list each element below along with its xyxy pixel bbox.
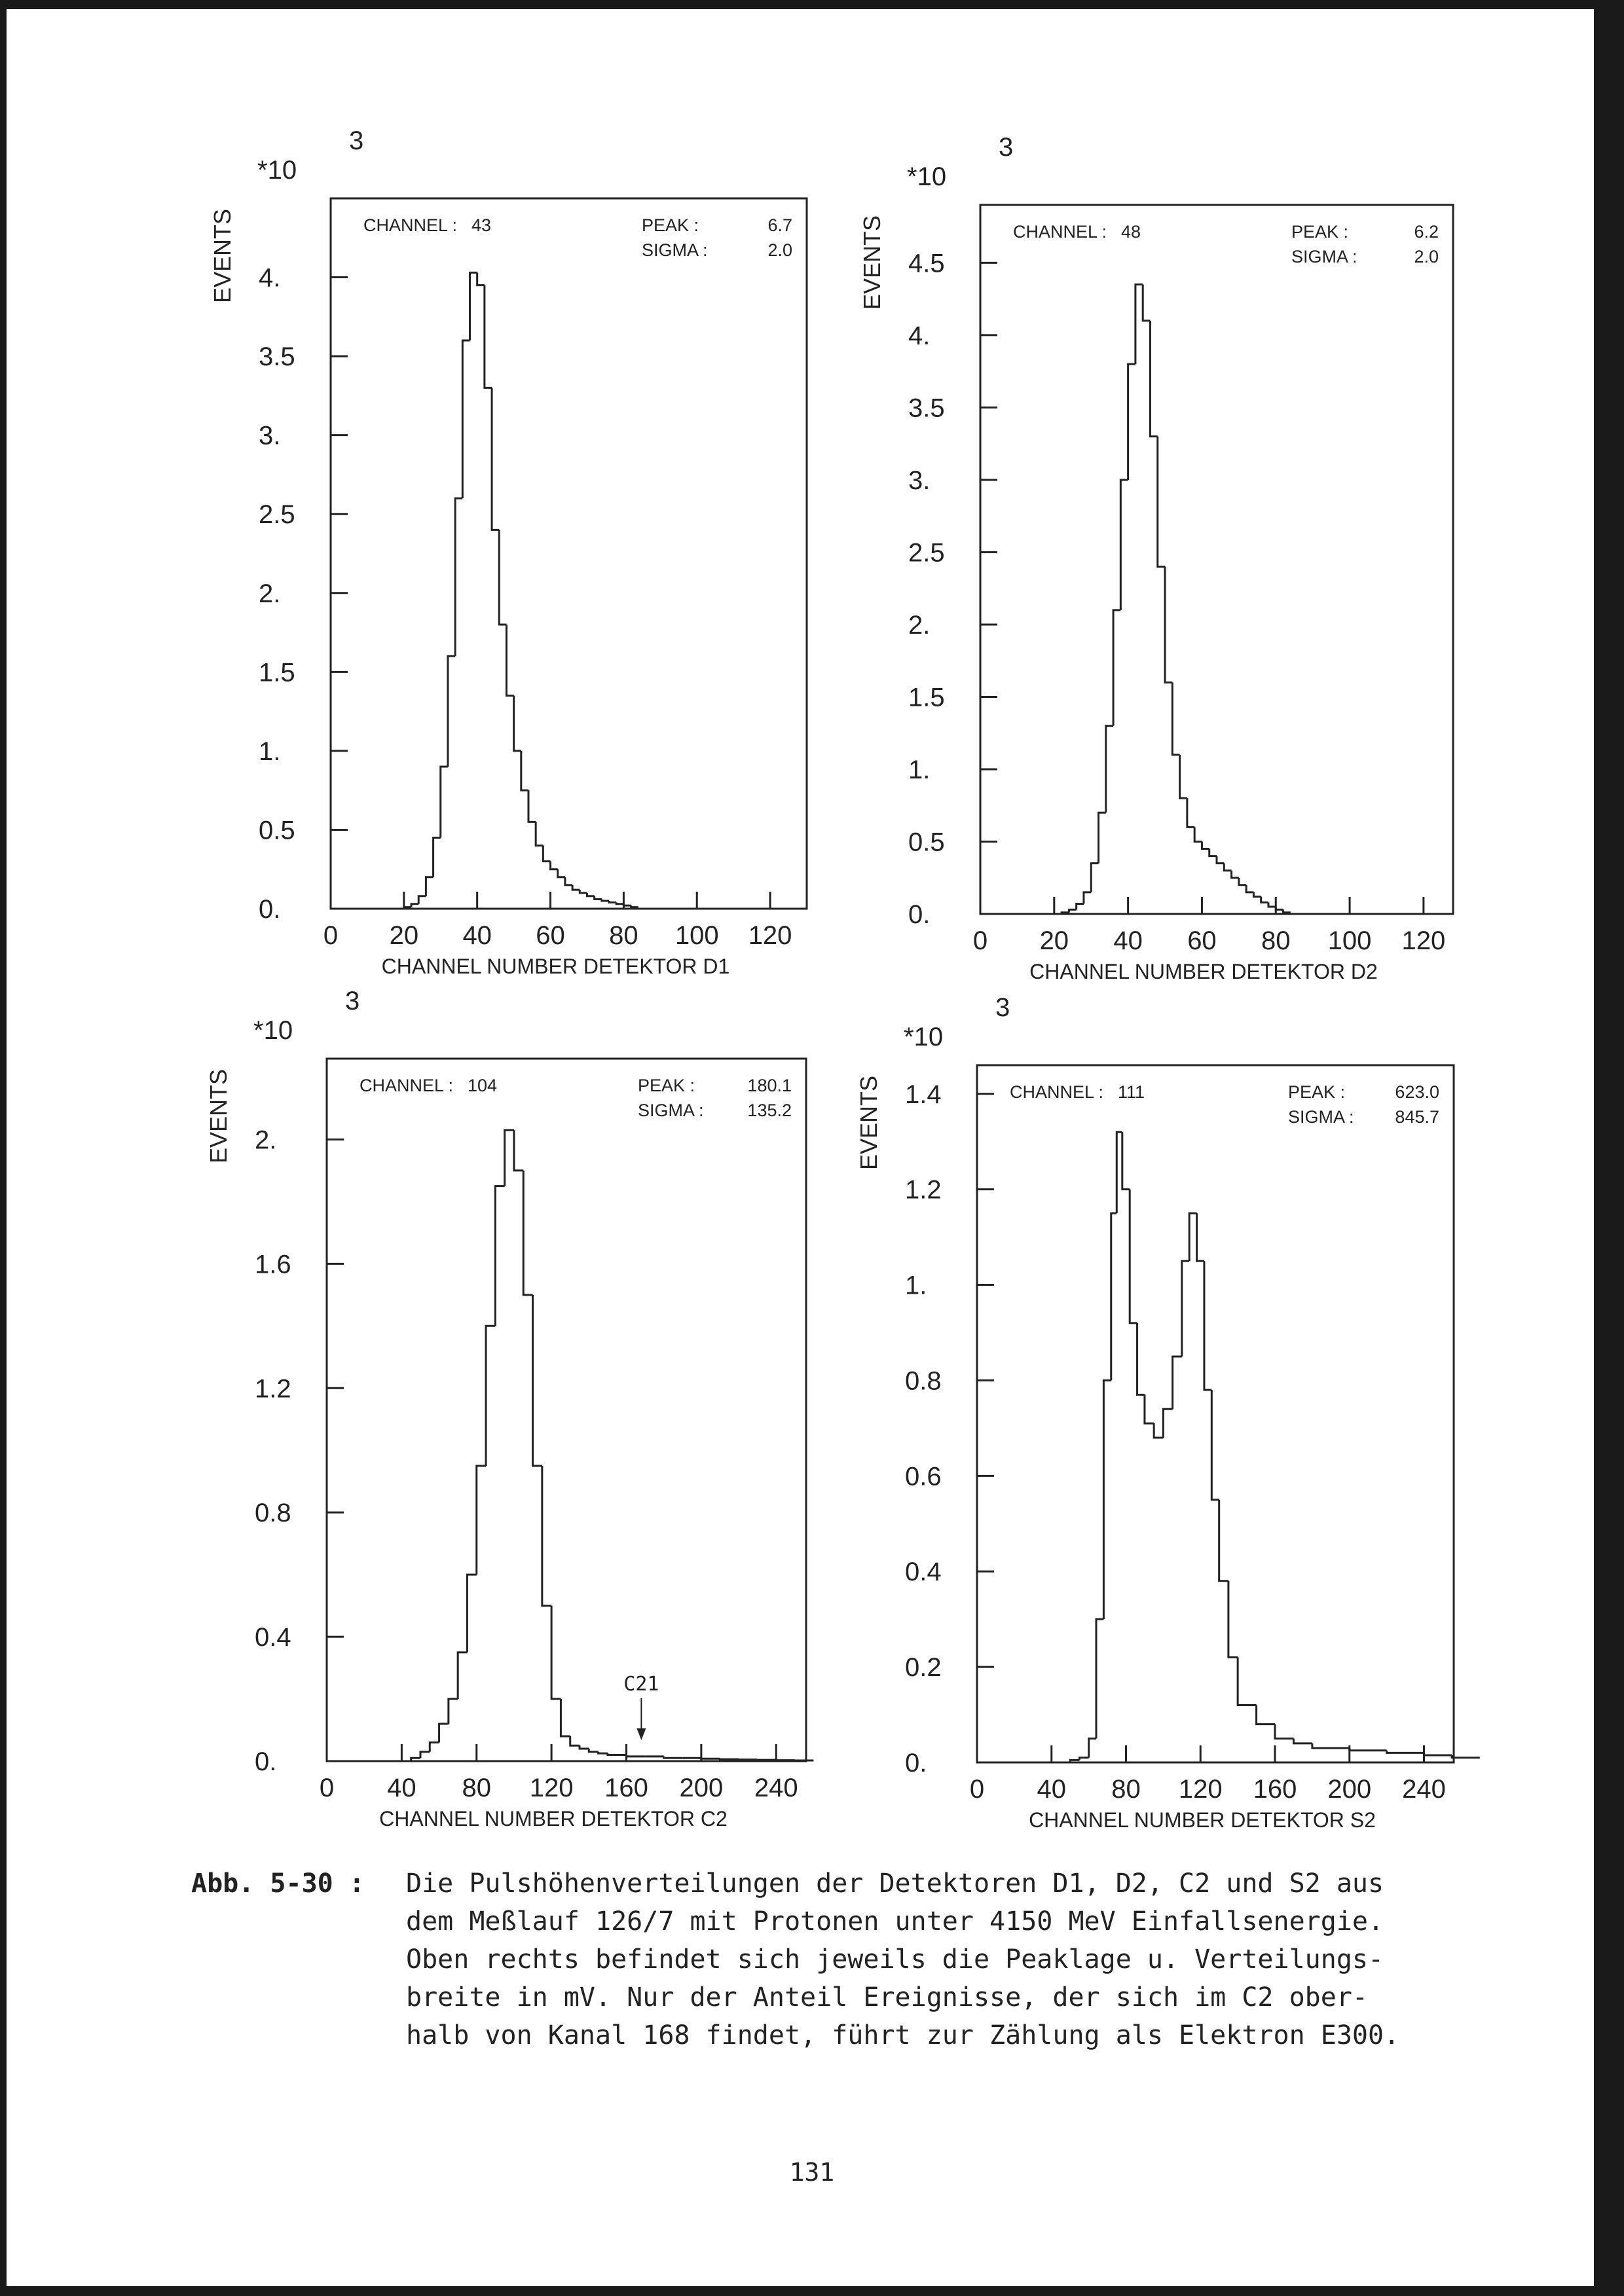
x-tick-label: 40 bbox=[387, 1774, 416, 1802]
histogram-bin bbox=[1165, 567, 1172, 683]
y-multiplier: *10 bbox=[253, 1016, 293, 1045]
histogram-bin bbox=[1130, 1190, 1137, 1323]
x-tick-label: 0 bbox=[969, 1775, 985, 1804]
histogram-bin bbox=[1211, 1390, 1219, 1500]
channel-value: 48 bbox=[1121, 222, 1141, 242]
figure-caption-label: Abb. 5-30 : bbox=[191, 1868, 365, 1899]
histogram-bin bbox=[720, 1758, 739, 1759]
y-exponent: 3 bbox=[349, 126, 364, 155]
histogram-bin bbox=[1077, 904, 1084, 910]
y-multiplier: *10 bbox=[907, 162, 947, 191]
histogram-bin bbox=[458, 1652, 467, 1699]
peak-value: 623.0 bbox=[1395, 1082, 1439, 1102]
histogram-bin bbox=[1128, 364, 1135, 480]
histogram-bin bbox=[1228, 1581, 1238, 1658]
histogram-bin bbox=[1182, 1261, 1189, 1357]
y-tick-label: 0.8 bbox=[255, 1499, 291, 1528]
histogram-bin bbox=[1143, 285, 1150, 321]
histogram-bin bbox=[1202, 841, 1209, 848]
y-multiplier: *10 bbox=[904, 1023, 944, 1051]
channel-label: CHANNEL : bbox=[363, 215, 458, 235]
histogram-bin bbox=[561, 1699, 570, 1736]
histogram-bin bbox=[536, 822, 543, 845]
peak-label: PEAK : bbox=[638, 1076, 695, 1095]
y-tick-label: 2. bbox=[259, 579, 281, 608]
y-tick-label: 0.2 bbox=[905, 1653, 942, 1683]
y-tick-label: 0.5 bbox=[908, 828, 945, 857]
x-tick-label: 160 bbox=[604, 1774, 648, 1802]
histogram-bin bbox=[565, 877, 572, 885]
histogram-bin bbox=[514, 696, 521, 751]
histogram-bin bbox=[580, 1745, 589, 1749]
histogram-bin bbox=[595, 896, 602, 900]
histogram-bin bbox=[1089, 1739, 1096, 1758]
x-tick-label: 120 bbox=[748, 921, 792, 950]
histogram-bin bbox=[551, 862, 558, 869]
y-tick-label: 1. bbox=[905, 1271, 927, 1300]
histogram-bin bbox=[1239, 878, 1246, 885]
chart-2 bbox=[858, 133, 1453, 983]
channel-label: CHANNEL : bbox=[1010, 1082, 1104, 1102]
histogram-bin bbox=[1137, 1323, 1145, 1394]
histogram-bin bbox=[1350, 1748, 1387, 1751]
x-tick-label: 40 bbox=[462, 921, 492, 950]
peak-value: 180.1 bbox=[747, 1076, 792, 1095]
y-tick-label: 0.8 bbox=[905, 1366, 942, 1396]
histogram-bin bbox=[1163, 1409, 1172, 1438]
chart-3 bbox=[205, 987, 813, 1831]
channel-label: CHANNEL : bbox=[360, 1076, 454, 1095]
y-exponent: 3 bbox=[345, 987, 360, 1015]
y-exponent: 3 bbox=[999, 133, 1014, 162]
x-tick-label: 80 bbox=[1261, 926, 1291, 955]
histogram-bin bbox=[1069, 909, 1076, 912]
x-tick-label: 20 bbox=[1039, 926, 1069, 955]
histogram-bin bbox=[1217, 856, 1224, 864]
y-multiplier: *10 bbox=[257, 156, 297, 185]
x-axis-label: CHANNEL NUMBER DETEKTOR D1 bbox=[381, 955, 730, 978]
figure-caption-text: Die Pulshöhenverteilungen der Detektoren D1, D2, C2 und S2 aus dem Meßlauf 126/7 mit Protonen unter 4150 MeV Einfallsenergie. Oben rechts befindet sich jeweils die Peaklage u. Verteilungs- breite in mV. Nur der Anteil Ereignisse, der sich im C2 ober- halb von Kanal 168 findet, führt zur Zählung als Elektron E300. bbox=[406, 1868, 1400, 2050]
y-axis-label: EVENTS bbox=[209, 208, 236, 304]
histogram-bin bbox=[616, 902, 623, 903]
x-tick-label: 120 bbox=[529, 1774, 574, 1802]
x-tick-label: 120 bbox=[1178, 1775, 1223, 1804]
histogram-bin bbox=[485, 285, 492, 388]
histogram-bin bbox=[1079, 1758, 1088, 1760]
y-tick-label: 1.2 bbox=[255, 1374, 291, 1404]
y-tick-label: 4.5 bbox=[908, 249, 945, 278]
histogram-bin bbox=[1246, 885, 1253, 892]
histogram-bin bbox=[572, 885, 580, 890]
histogram-bin bbox=[1204, 1261, 1211, 1390]
y-exponent: 3 bbox=[995, 993, 1010, 1022]
y-tick-label: 3.5 bbox=[259, 342, 295, 372]
x-tick-label: 100 bbox=[674, 921, 719, 950]
y-tick-label: 1.5 bbox=[259, 658, 295, 687]
histogram-bin bbox=[420, 1752, 430, 1758]
y-tick-label: 3.5 bbox=[908, 393, 945, 423]
x-tick-label: 80 bbox=[462, 1774, 491, 1802]
sigma-label: SIGMA : bbox=[1291, 247, 1357, 266]
histogram-bin bbox=[1111, 1213, 1117, 1380]
histogram-bin bbox=[1158, 437, 1165, 567]
y-tick-label: 1.2 bbox=[905, 1175, 942, 1205]
x-tick-label: 120 bbox=[1401, 926, 1446, 955]
plot-frame bbox=[331, 198, 807, 909]
histogram-bin bbox=[1135, 285, 1143, 365]
histogram-bin bbox=[1154, 1423, 1163, 1438]
histogram-bin bbox=[426, 877, 433, 896]
x-tick-label: 160 bbox=[1253, 1775, 1297, 1804]
histogram-bin bbox=[1283, 909, 1291, 912]
y-tick-label: 0.6 bbox=[905, 1462, 942, 1491]
histogram-bin bbox=[462, 340, 470, 498]
sigma-value: 2.0 bbox=[1414, 247, 1439, 266]
channel-value: 43 bbox=[471, 215, 492, 235]
histogram-bin bbox=[570, 1736, 580, 1745]
histogram-bin bbox=[486, 1326, 495, 1466]
y-axis-label: EVENTS bbox=[858, 215, 885, 310]
histogram-bin bbox=[602, 900, 609, 901]
y-tick-label: 0. bbox=[908, 900, 931, 929]
histogram-bin bbox=[1122, 1132, 1130, 1190]
histogram-bin bbox=[499, 530, 506, 625]
channel-value: 104 bbox=[468, 1076, 498, 1095]
y-tick-label: 2.5 bbox=[259, 500, 295, 530]
y-axis-label: EVENTS bbox=[855, 1075, 882, 1171]
histogram-bin bbox=[441, 767, 448, 838]
histogram-bin bbox=[492, 388, 499, 530]
x-tick-label: 200 bbox=[1327, 1775, 1372, 1804]
histogram-bin bbox=[1452, 1755, 1480, 1758]
y-tick-label: 4. bbox=[259, 263, 281, 293]
peak-label: PEAK : bbox=[1291, 222, 1349, 242]
histogram-bin bbox=[543, 846, 550, 862]
x-tick-label: 0 bbox=[323, 921, 339, 950]
histogram-bin bbox=[523, 1171, 532, 1295]
histogram-bin bbox=[1103, 1380, 1111, 1619]
histogram-bin bbox=[1387, 1751, 1424, 1753]
histogram-bin bbox=[411, 904, 418, 907]
x-tick-label: 20 bbox=[389, 921, 419, 950]
y-tick-label: 2.5 bbox=[908, 538, 945, 568]
histogram-bin bbox=[467, 1575, 476, 1652]
histogram-bin bbox=[1197, 1213, 1204, 1261]
histogram-bin bbox=[1275, 1724, 1293, 1739]
histogram-bin bbox=[477, 1466, 486, 1575]
histogram-bin bbox=[470, 272, 477, 340]
histogram-bin bbox=[1253, 892, 1261, 897]
plot-frame bbox=[977, 1065, 1454, 1762]
histogram-bin bbox=[1194, 827, 1202, 841]
x-tick-label: 240 bbox=[1402, 1775, 1446, 1804]
histogram-bin bbox=[1145, 1394, 1154, 1423]
histogram-bin bbox=[608, 1753, 627, 1755]
y-tick-label: 0.5 bbox=[259, 816, 295, 845]
x-tick-label: 40 bbox=[1037, 1775, 1066, 1804]
histogram-bin bbox=[580, 890, 587, 893]
y-tick-label: 2. bbox=[908, 610, 931, 640]
y-tick-label: 1.6 bbox=[255, 1250, 291, 1279]
channel-value: 111 bbox=[1118, 1082, 1145, 1102]
x-tick-label: 100 bbox=[1327, 926, 1372, 955]
y-tick-label: 1.5 bbox=[908, 683, 945, 712]
peak-value: 6.2 bbox=[1414, 222, 1439, 242]
marker-arrow-head bbox=[637, 1728, 646, 1740]
histogram-bin bbox=[528, 790, 536, 822]
histogram-bin bbox=[1189, 1213, 1196, 1261]
histogram-bin bbox=[1276, 907, 1283, 909]
histogram-bin bbox=[1232, 871, 1239, 878]
y-tick-label: 1. bbox=[908, 755, 931, 784]
histogram-bin bbox=[599, 1752, 608, 1753]
x-axis-label: CHANNEL NUMBER DETEKTOR C2 bbox=[379, 1807, 728, 1831]
sigma-value: 2.0 bbox=[767, 240, 792, 260]
histogram-bin bbox=[1257, 1705, 1275, 1724]
histogram-bin bbox=[418, 896, 426, 904]
histogram-bin bbox=[551, 1606, 561, 1699]
x-tick-label: 60 bbox=[1187, 926, 1217, 955]
histogram-bin bbox=[495, 1186, 504, 1326]
histogram-bin bbox=[1312, 1743, 1350, 1748]
histogram-bin bbox=[627, 1755, 646, 1757]
y-tick-label: 3. bbox=[259, 421, 281, 450]
peak-label: PEAK : bbox=[1288, 1082, 1346, 1102]
x-tick-label: 0 bbox=[972, 926, 988, 955]
histogram-bin bbox=[1096, 1619, 1103, 1738]
histogram-bin bbox=[506, 625, 513, 696]
histogram-bin bbox=[1120, 480, 1128, 610]
histogram-bin bbox=[1268, 902, 1276, 907]
histogram-bin bbox=[1084, 892, 1091, 904]
histogram-bin bbox=[1293, 1739, 1312, 1743]
x-tick-label: 200 bbox=[679, 1774, 724, 1802]
y-tick-label: 2. bbox=[255, 1125, 277, 1155]
y-tick-label: 0.4 bbox=[255, 1623, 291, 1652]
histogram-bin bbox=[521, 751, 528, 790]
sigma-value: 135.2 bbox=[747, 1101, 792, 1120]
histogram-bin bbox=[1099, 812, 1106, 863]
x-tick-label: 80 bbox=[1111, 1775, 1141, 1804]
histogram-bin bbox=[505, 1130, 514, 1186]
x-axis-label: CHANNEL NUMBER DETEKTOR S2 bbox=[1029, 1808, 1376, 1832]
histogram-bin bbox=[1238, 1658, 1256, 1705]
y-tick-label: 1. bbox=[259, 737, 281, 766]
histogram-bin bbox=[1180, 755, 1187, 798]
histogram-bin bbox=[1219, 1500, 1228, 1581]
chart-4 bbox=[855, 993, 1480, 1832]
x-tick-label: 0 bbox=[319, 1774, 335, 1802]
x-axis-label: CHANNEL NUMBER DETEKTOR D2 bbox=[1029, 960, 1378, 983]
y-tick-label: 3. bbox=[908, 465, 931, 495]
x-tick-label: 40 bbox=[1113, 926, 1143, 955]
histogram-bin bbox=[449, 1699, 458, 1724]
histogram-bin bbox=[1172, 682, 1179, 755]
marker-label: C21 bbox=[623, 1673, 659, 1696]
histogram-bin bbox=[609, 901, 616, 902]
peak-value: 6.7 bbox=[767, 215, 792, 235]
histogram-bin bbox=[1424, 1753, 1452, 1755]
histogram-bin bbox=[430, 1743, 439, 1752]
histogram-bin bbox=[587, 893, 594, 896]
histogram-bin bbox=[448, 656, 455, 767]
channel-label: CHANNEL : bbox=[1013, 222, 1107, 242]
y-tick-label: 0. bbox=[905, 1749, 927, 1777]
sigma-label: SIGMA : bbox=[1288, 1107, 1354, 1127]
histogram-bin bbox=[623, 904, 631, 905]
y-axis-label: EVENTS bbox=[205, 1068, 232, 1164]
histogram-bin bbox=[558, 869, 565, 877]
y-tick-label: 0.4 bbox=[905, 1558, 942, 1587]
histogram-bin bbox=[1113, 610, 1120, 726]
histogram-bin bbox=[533, 1295, 542, 1466]
histogram-bin bbox=[455, 498, 462, 656]
sigma-label: SIGMA : bbox=[642, 240, 708, 260]
plot-frame bbox=[980, 205, 1453, 914]
histogram-bin bbox=[1187, 798, 1194, 827]
histogram-bin bbox=[631, 905, 638, 907]
histogram-bin bbox=[514, 1130, 523, 1171]
histogram-bin bbox=[1106, 726, 1113, 813]
histogram-bin bbox=[434, 838, 441, 877]
page-number: 131 bbox=[789, 2158, 835, 2187]
histogram-bin bbox=[1209, 849, 1217, 856]
histogram-bin bbox=[477, 272, 485, 285]
plot-frame bbox=[327, 1059, 806, 1761]
x-tick-label: 80 bbox=[609, 921, 638, 950]
histogram-bin bbox=[439, 1724, 449, 1742]
x-tick-label: 240 bbox=[754, 1774, 798, 1802]
y-tick-label: 4. bbox=[908, 321, 931, 350]
histogram-bin bbox=[1261, 896, 1268, 902]
histogram-bin bbox=[1150, 321, 1157, 437]
sigma-value: 845.7 bbox=[1395, 1107, 1439, 1127]
histogram-bin bbox=[1173, 1357, 1182, 1409]
histogram-bin bbox=[1224, 864, 1231, 871]
peak-label: PEAK : bbox=[642, 215, 699, 235]
y-tick-label: 0. bbox=[255, 1747, 277, 1776]
y-tick-label: 0. bbox=[259, 895, 281, 924]
histogram-bin bbox=[589, 1749, 598, 1752]
chart-1 bbox=[209, 126, 807, 978]
y-tick-label: 1.4 bbox=[905, 1080, 942, 1109]
histogram-bin bbox=[1091, 864, 1098, 892]
sigma-label: SIGMA : bbox=[638, 1101, 704, 1120]
histogram-bin bbox=[542, 1466, 551, 1606]
x-tick-label: 60 bbox=[536, 921, 565, 950]
histogram-bin bbox=[664, 1757, 683, 1758]
